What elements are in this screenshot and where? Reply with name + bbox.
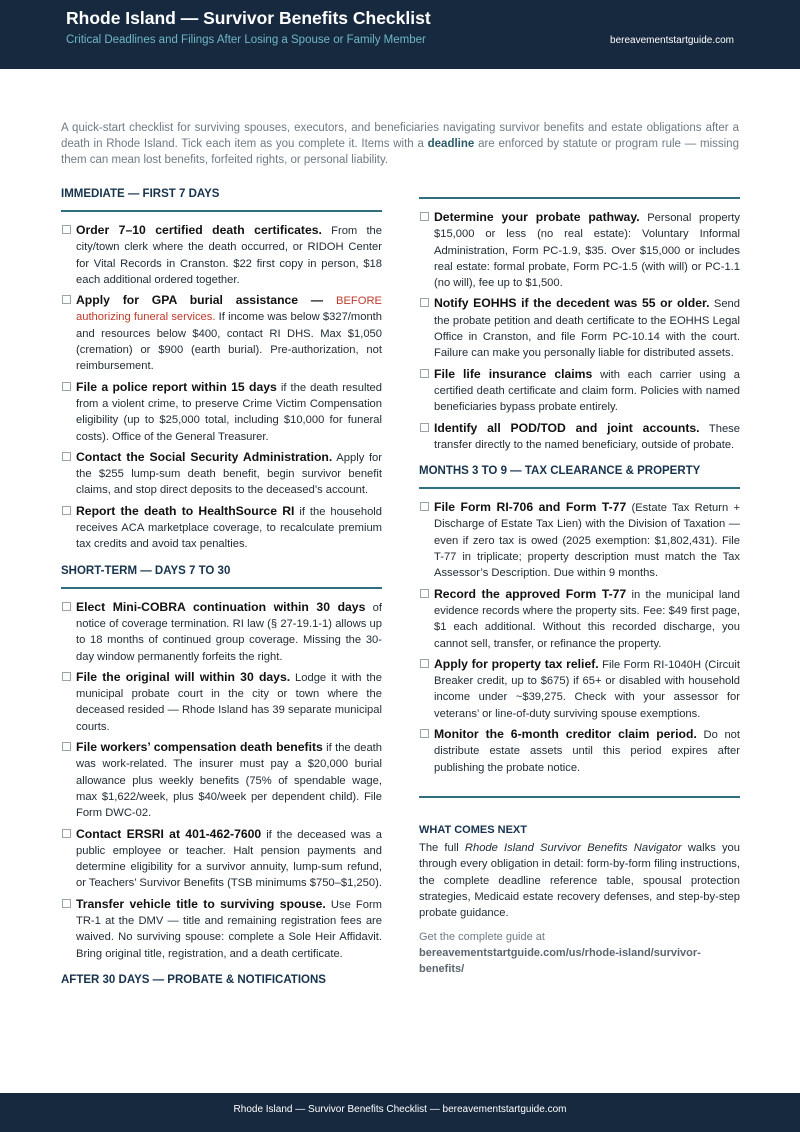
item-text: of notice of coverage termination. RI law (§ 27-19.1-1) allows up to 18 months of continued group coverage. Missing the 30-day window permanently forfeits the right.: [76, 601, 382, 663]
checklist-item: [61, 292, 382, 374]
item-text: with each carrier using a certified death certificate and claim form. Policies with named beneficiaries bypass probate entirely.: [434, 368, 740, 414]
checklist-item: [61, 379, 382, 445]
checkbox[interactable]: [62, 602, 71, 611]
item-text: Use Form TR-1 at the DMV — title and remaining registration fees are waived. No surviving spouse: complete a Sole Heir Affidavit. Bring original title, registration, and a death certificate.: [76, 898, 382, 960]
left-column: [61, 188, 382, 1006]
item-lead: Notify EOHHS if the decedent was 55 or older.: [434, 296, 710, 311]
item-lead: File a police report within 15 days: [76, 379, 277, 394]
section-title-after-30-days: AFTER 30 DAYS — PROBATE & NOTIFICATIONS: [61, 973, 326, 986]
item-text: in the municipal land evidence records where the property sits. Fee: $49 first page, $1 each additional. Without this recorded discharge, you cannot sell, transfer, or refinance the property.: [434, 588, 740, 650]
item-text: These transfer directly to the named beneficiary, outside of probate.: [434, 422, 740, 451]
checklist-item: [419, 209, 740, 291]
item-lead: File workers’ compensation death benefits: [76, 740, 323, 755]
section-title-immediate: IMMEDIATE — FIRST 7 DAYS: [61, 188, 382, 212]
item-text: Personal property $15,000 or less (no real estate): Voluntary Informal Administration, Form PC-1.9, $35. Over $15,000 or includes real estate: formal probate, Form PC-1.5 (with will) or PC-1.1 (no will), fee up to $1,500.: [434, 212, 740, 290]
item-lead: Monitor the 6-month creditor claim period.: [434, 727, 697, 742]
next-body-text: The full: [419, 841, 465, 854]
checklist-item: [61, 826, 382, 892]
checkbox[interactable]: [420, 729, 429, 738]
next-body-text-end: walks you through every obligation in detail: form-by-form filing instructions, the complete deadline reference table, spousal protection strategies, Medicaid estate recovery defenses, and step-by-step probate guidance.: [419, 841, 740, 920]
checkbox[interactable]: [420, 423, 429, 432]
checkbox[interactable]: [62, 829, 71, 838]
checkbox[interactable]: [420, 298, 429, 307]
section-title-short-term: SHORT-TERM — DAYS 7 TO 30: [61, 565, 382, 589]
item-lead: Report the death to HealthSource RI: [76, 503, 295, 518]
right-column: [419, 188, 740, 977]
item-text: File Form RI-1040H (Circuit Breaker credit, up to $675) if 65+ or disabled with household income under ~$39,275. Check with your assessor for veterans’ or line-of-duty surviving spouse exemptions.: [434, 658, 740, 720]
checkbox[interactable]: [62, 742, 71, 751]
item-text: From the city/town clerk where the death occurred, or RIDOH Center for Vital Records in Cranston. $22 first copy in person, $18 each additional ordered together.: [76, 225, 382, 286]
item-lead: Transfer vehicle title to surviving spouse.: [76, 896, 326, 911]
checkbox[interactable]: [62, 899, 71, 908]
item-text: (Estate Tax Return + Discharge of Estate Tax Lien) with the Division of Taxation — even if zero tax is owed (2025 exemption: $1,802,431). File T-77 in triplicate; property description must match the Tax Assessor’s Description. Due within 9 months.: [434, 502, 740, 580]
checklist-item: [61, 449, 382, 499]
checkbox[interactable]: [62, 382, 71, 391]
item-lead: File life insurance claims: [434, 366, 593, 381]
next-section-title: WHAT COMES NEXT: [419, 823, 527, 836]
item-lead: File the original will within 30 days.: [76, 669, 291, 684]
next-section-body: [419, 840, 740, 921]
checklist-item: [419, 499, 740, 581]
item-warning: BEFORE authorizing funeral services.: [76, 295, 382, 324]
page-subtitle: Critical Deadlines and Filings After Losing a Spouse or Family Member: [66, 34, 426, 46]
intro-text-end: are enforced by statute or program rule — missing them can mean lost benefits, forfeited rights, or personal liability.: [61, 138, 739, 166]
checkbox[interactable]: [62, 672, 71, 681]
section-divider: [419, 796, 740, 798]
header-site-link[interactable]: bereavementstartguide.com: [610, 35, 734, 46]
get-guide-label: Get the complete guide at: [419, 931, 545, 944]
item-text: Lodge it with the municipal probate court in the city or town where the deceased resided — Rhode Island has 39 separate municipal courts.: [76, 671, 382, 733]
checklist-item: [61, 669, 382, 735]
checklist-item: [419, 295, 740, 361]
item-lead: Determine your probate pathway.: [434, 210, 640, 224]
item-lead: Contact the Social Security Administration.: [76, 449, 333, 464]
guide-name: Rhode Island Survivor Benefits Navigator: [464, 841, 682, 854]
item-lead: Identify all POD/TOD and joint accounts.: [434, 420, 700, 435]
item-text: if the death resulted from a violent crime, to preserve Crime Victim Compensation eligibility (up to $25,000 total, including $10,000 for funeral costs). Office of the General Treasurer.: [76, 381, 382, 443]
footer-text: Rhode Island — Survivor Benefits Checklist — bereavementstartguide.com: [233, 1104, 567, 1115]
checklist-item: [419, 366, 740, 416]
checkbox[interactable]: [420, 212, 429, 221]
checkbox[interactable]: [62, 452, 71, 461]
item-text: if the deceased was a public employee or teacher. Halt pension payments and determine eligibility for a survivor annuity, lump-sum refund, or Teachers’ Survivor Benefits (TSB minimums $750–$1,250).: [76, 828, 382, 890]
item-text: If income was below $327/month and resources below $400, contact RI DHS. Max $1,050 (cremation) or $900 (earth burial). Pre-authorization, not reimbursement.: [76, 311, 382, 373]
item-text: if the household receives ACA marketplace coverage, to recalculate premium tax credits and avoid tax penalties.: [76, 505, 383, 551]
page-header: [0, 0, 800, 69]
checkbox[interactable]: [62, 295, 71, 304]
intro-text: A quick-start checklist for surviving spouses, executors, and beneficiaries navigating survivor benefits and estate obligations after a death in Rhode Island. Tick each item as you complete it. Items with a: [61, 122, 739, 150]
checkbox[interactable]: [420, 589, 429, 598]
checklist-item: [61, 739, 382, 821]
page-title: Rhode Island — Survivor Benefits Checklist: [66, 8, 431, 28]
item-lead: Order 7–10 certified death certificates.: [76, 223, 322, 237]
checklist-item: [61, 896, 382, 962]
section-title-months-3-9: MONTHS 3 TO 9 — TAX CLEARANCE & PROPERTY: [419, 465, 740, 489]
checkbox[interactable]: [420, 659, 429, 668]
intro-deadline-emphasis: deadline: [427, 138, 475, 150]
checklist-item: [419, 420, 740, 454]
item-text: if the death was work-related. The insurer must pay a $20,000 burial allowance plus weekly benefits (75% of spendable wage, max $1,622/week, plus $40/week per dependent child). File Form DWC-02.: [76, 742, 382, 820]
item-text: Send the probate petition and death certificate to the EOHHS Legal Office in Cranston, and file Form PC-10.14 with the court. Failure can make you personally liable for distributed assets.: [434, 298, 740, 360]
item-lead: Record the approved Form T-77: [434, 586, 627, 601]
item-lead: Apply for GPA burial assistance —: [76, 293, 336, 308]
checkbox[interactable]: [420, 502, 429, 511]
checkbox[interactable]: [62, 506, 71, 515]
item-lead: File Form RI-706 and Form T-77: [434, 500, 627, 515]
guide-url-link[interactable]: bereavementstartguide.com/us/rhode-island/survivor-benefits/: [419, 947, 701, 976]
checklist-item: [419, 656, 740, 722]
checklist-item: [419, 586, 740, 652]
intro-paragraph: [61, 120, 739, 168]
item-text: Apply for the $255 lump-sum death benefit, begin survivor benefit claims, and stop direct deposits to the deceased’s account.: [76, 451, 382, 497]
checklist-item: [61, 503, 382, 553]
item-lead: Elect Mini-COBRA continuation within 30 days: [76, 599, 366, 614]
section-divider: [419, 197, 740, 199]
checklist-item: [61, 222, 382, 288]
item-lead: Contact ERSRI at 401-462-7600: [76, 826, 262, 841]
checkbox[interactable]: [62, 225, 71, 234]
checkbox[interactable]: [420, 369, 429, 378]
item-text: Do not distribute estate assets until this period expires after publishing the probate notice.: [434, 729, 740, 774]
checklist-item: [61, 599, 382, 665]
item-lead: Apply for property tax relief.: [434, 656, 599, 671]
page-footer: [0, 1093, 800, 1132]
checklist-item: [419, 726, 740, 776]
